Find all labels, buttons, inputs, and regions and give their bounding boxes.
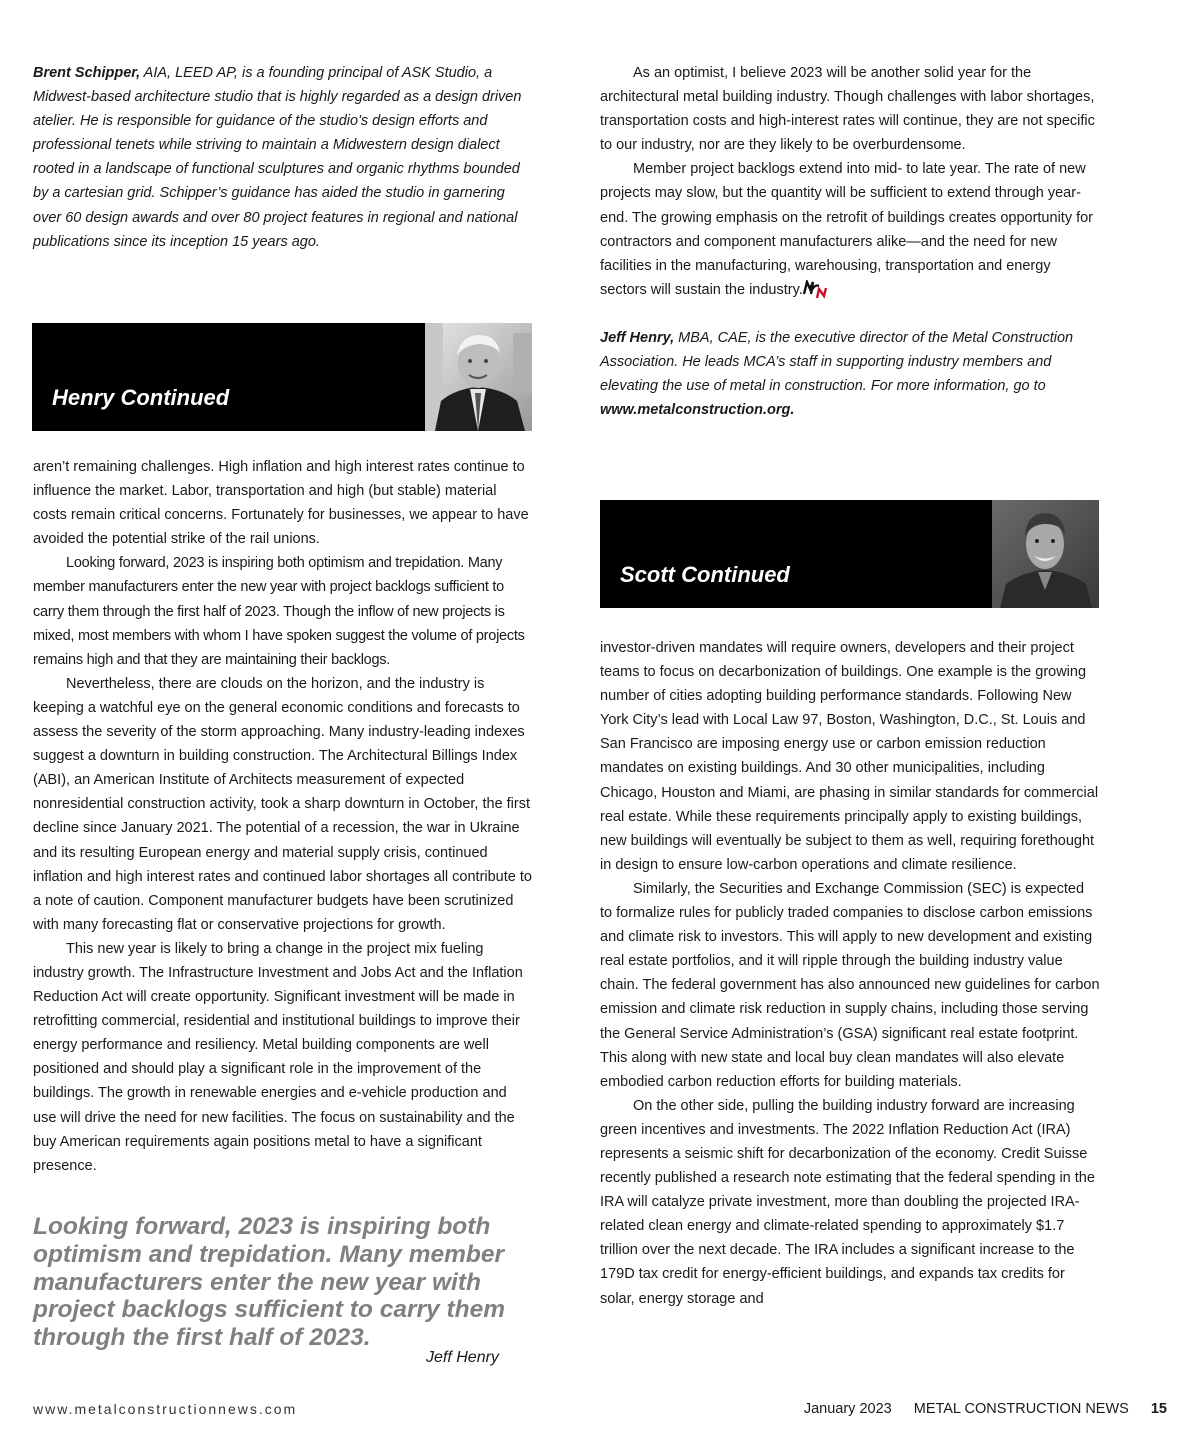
- headshot-photo-scott: [992, 500, 1099, 608]
- pull-quote-author: Jeff Henry: [426, 1349, 499, 1366]
- footer-date: January 2023: [803, 1401, 892, 1417]
- henry-article-body: [33, 455, 533, 1178]
- scott-continued-banner: [600, 500, 1099, 608]
- footer-info: [786, 1401, 1167, 1417]
- mca-website-link[interactable]: www.metalconstruction.org.: [600, 402, 795, 419]
- paragraph: investor-driven mandates will require owners, developers and their project teams to focus on decarbonization of buildings. One example is the growing number of cities adopting building performance standards. Following New York City’s lead with Local Law 97, Boston, Washington, D.C., St. Louis and San Francisco are imposing energy use or carbon emission reduction mandates on existing buildings. And 30 other municipalities, including Chicago, Houston and Miami, are phasing in similar standards for commercial real estate. While these requirements principally apply to existing buildings, new buildings will eventually be subject to them as well, requiring forethought in design to ensure low-carbon operations and climate resilience.: [600, 640, 1099, 873]
- paragraph: aren’t remaining challenges. High inflation and high interest rates continue to influence the market. Labor, transportation and high (but stable) material costs remain critical concerns. Fortunately for businesses, we appear to have avoided the potential strike of the rail unions.: [33, 459, 529, 548]
- bio-text: AIA, LEED AP, is a founding principal of ASK Studio, a Midwest-based architecture studio that is highly regarded as a design driven atelier. He is responsible for guidance of the studio's design efforts and professional tenets while striving to maintain a Midwestern design dialect rooted in a landscape of functional sculptures and organic rhythms bounded by a cartesian grid. Schipper’s guidance has aided the studio in garnering over 60 design awards and over 80 project features in regional and national publications since its inception 15 years ago.: [33, 65, 522, 250]
- author-bio-henry: [600, 326, 1100, 422]
- paragraph-text: Member project backlogs extend into mid- to late year. The rate of new projects may slow, but the quantity will be sufficient to extend through year-end. The growing emphasis on the retrofit of buildings creates opportunity for contractors and component manufacturers alike—and the need for new facilities in the manufacturing, warehousing, transportation and energy sectors will sustain the industry.: [600, 161, 1094, 298]
- banner-title: Scott Continued: [620, 562, 790, 587]
- footer-publication: METAL CONSTRUCTION NEWS: [913, 1401, 1129, 1417]
- paragraph: Looking forward, 2023 is inspiring both optimism and trepidation. Many member manufacturers enter the new year with project backlogs sufficient to carry them through the first half of 2023. Though the inflow of new projects is mixed, most members with whom I have spoken suggest the volume of projects remains high and that they are maintaining their backlogs.: [33, 555, 525, 668]
- schipper-article-end: [600, 61, 1100, 302]
- paragraph: Similarly, the Securities and Exchange Commission (SEC) is expected to formalize rules for publicly traded companies to disclose carbon emissions and climate risk to investors. This will apply to new development and existing real estate portfolios, and it will ripple through the building industry value chain. The federal government has also announced new guidelines for carbon emission and climate risk reduction in supply chains, including those serving the General Service Administration’s (GSA) significant real estate footprint. This along with new state and local buy clean mandates will also elevate embodied carbon reduction efforts for building materials.: [600, 880, 1100, 1090]
- paragraph: This new year is likely to bring a change in the project mix fueling industry growth. The Infrastructure Investment and Jobs Act and the Inflation Reduction Act will create opportunity. Significant investment will be made in retrofitting commercial, residential and institutional buildings to improve their energy performance and resiliency. Metal building components are well positioned and should play a significant role in the improvement of the buildings. The growth in renewable energies and e-vehicle production and use will drive the need for new facilities. The focus on sustainability and the buy American requirements again positions metal to have a significant presence.: [33, 940, 523, 1174]
- pull-quote: Looking forward, 2023 is inspiring both optimism and trepidation. Many member manufacturers enter the new year with project backlogs sufficient to carry them through the first half of 2023.: [33, 1213, 505, 1352]
- paragraph: Nevertheless, there are clouds on the horizon, and the industry is keeping a watchful eye on the general economic conditions and forecasts to assess the severity of the storm approaching. Many industry-leading indexes suggest a downturn in building construction. The Architectural Billings Index (ABI), an American Institute of Architects measurement of expected nonresidential construction activity, took a sharp downturn in October, the first decline since January 2021. The potential of a recession, the war in Ukraine and its resulting European energy and material supply crisis, continued inflation and high interest rates and continued labor shortages all contribute to a note of caution. Component manufacturer budgets have been scrutinized with many forecasting flat or conservative projections for growth.: [33, 675, 532, 933]
- mcn-logo-icon: [803, 280, 829, 300]
- headshot-photo-henry: [425, 323, 532, 431]
- banner-title: Henry Continued: [52, 385, 230, 410]
- paragraph: As an optimist, I believe 2023 will be another solid year for the architectural metal building industry. Though challenges with labor shortages, transportation costs and high-interest rates will continue, they are not specific to our industry, nor are they likely to be overburdensome.: [600, 65, 1095, 154]
- scott-article-body: [600, 636, 1100, 1311]
- henry-continued-banner: [32, 323, 532, 431]
- author-bio-schipper: [33, 61, 533, 254]
- bio-name: Brent Schipper,: [33, 65, 141, 81]
- paragraph: [600, 157, 1100, 302]
- bio-name: Jeff Henry,: [600, 330, 675, 346]
- footer-website-url[interactable]: www.metalconstructionnews.com: [33, 1401, 298, 1417]
- bio-text: MBA, CAE, is the executive director of the Metal Construction Association. He leads MCA’s staff in supporting industry members and elevating the use of metal in construction. For more information, go to: [600, 330, 1074, 395]
- paragraph: On the other side, pulling the building industry forward are increasing green incentives and investments. The 2022 Inflation Reduction Act (IRA) represents a seismic shift for decarbonization of the economy. Credit Suisse recently published a research note estimating that the federal spending in the IRA will catalyze private investment, more than doubling the projected IRA-related clean energy and climate-related spending to approximately $1.7 trillion over the next decade. The IRA includes a significant increase to the 179D tax credit for energy-efficient buildings, and expands tax credits for solar, energy storage and: [600, 1097, 1095, 1307]
- page-number: 15: [1150, 1401, 1167, 1417]
